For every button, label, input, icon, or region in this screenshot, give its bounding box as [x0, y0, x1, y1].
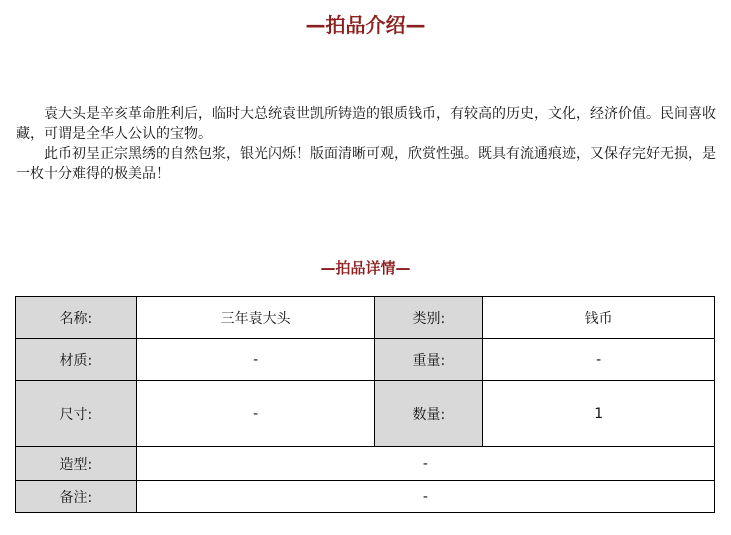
details-table: [15, 296, 715, 513]
shape-value: -: [136, 447, 714, 481]
table-row: [16, 447, 715, 481]
name-value: 三年袁大头: [136, 297, 375, 339]
table-row: [16, 339, 715, 381]
material-label: 材质:: [16, 339, 137, 381]
size-value: -: [136, 381, 375, 447]
size-label: 尺寸:: [16, 381, 137, 447]
shape-label: 造型:: [16, 447, 137, 481]
remark-value: -: [136, 481, 714, 513]
quantity-label: 数量:: [375, 381, 483, 447]
table-row: [16, 381, 715, 447]
intro-paragraph-1: 袁大头是辛亥革命胜利后，临时大总统袁世凯所铸造的银质钱币，有较高的历史，文化，经济价值。民间喜收藏，可谓是全华人公认的宝物。: [16, 106, 716, 142]
weight-value: -: [483, 339, 715, 381]
table-row: [16, 481, 715, 513]
category-label: 类别:: [375, 297, 483, 339]
remark-label: 备注:: [16, 481, 137, 513]
material-value: -: [136, 339, 375, 381]
details-title: —拍品详情—: [320, 259, 411, 277]
weight-label: 重量:: [375, 339, 483, 381]
category-value: 钱币: [483, 297, 715, 339]
quantity-value: 1: [483, 381, 715, 447]
table-row: [16, 297, 715, 339]
intro-paragraph-2: 此币初呈正宗黑绣的自然包浆，银光闪烁！版面清晰可观，欣赏性强。既具有流通痕迹，又保存完好无损，是一枚十分难得的极美品！: [16, 146, 716, 182]
name-label: 名称:: [16, 297, 137, 339]
intro-text: [16, 104, 716, 184]
section-title: —拍品介绍—: [305, 13, 426, 37]
